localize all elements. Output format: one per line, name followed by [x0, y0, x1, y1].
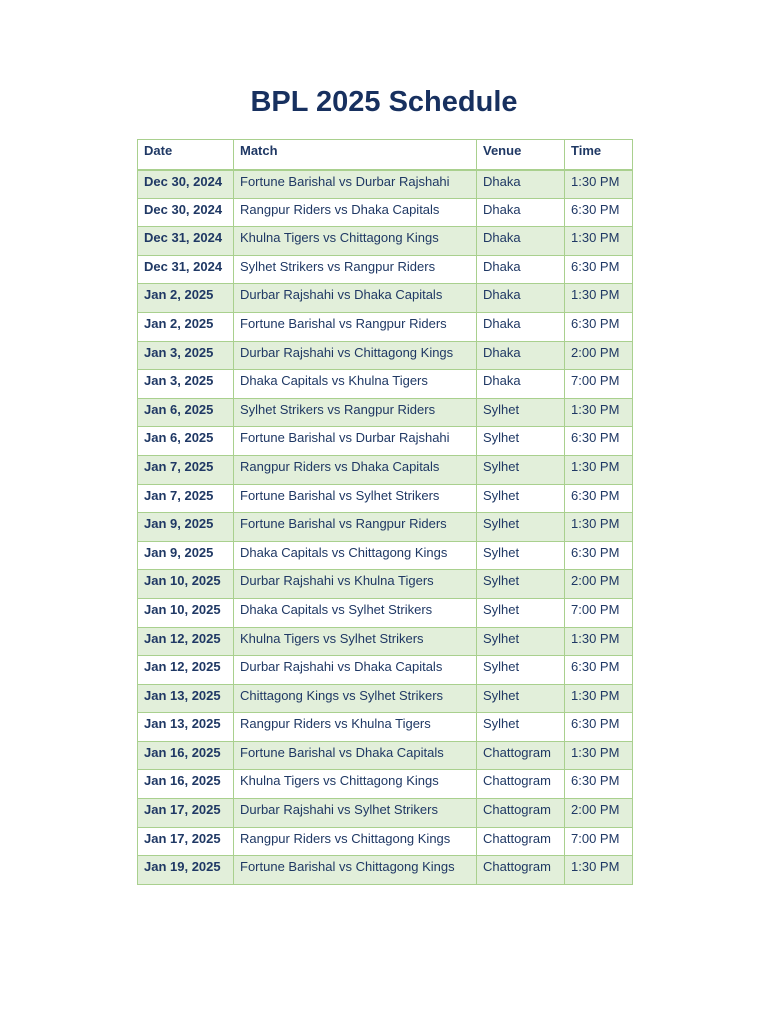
- cell-venue: Dhaka: [477, 227, 565, 256]
- cell-match: Sylhet Strikers vs Rangpur Riders: [234, 398, 477, 427]
- cell-time: 6:30 PM: [565, 770, 633, 799]
- cell-time: 1:30 PM: [565, 455, 633, 484]
- cell-venue: Sylhet: [477, 570, 565, 599]
- cell-date: Jan 7, 2025: [138, 484, 234, 513]
- cell-date: Jan 10, 2025: [138, 598, 234, 627]
- cell-time: 7:00 PM: [565, 370, 633, 399]
- cell-time: 1:30 PM: [565, 398, 633, 427]
- cell-date: Jan 13, 2025: [138, 713, 234, 742]
- cell-date: Dec 31, 2024: [138, 227, 234, 256]
- cell-match: Fortune Barishal vs Sylhet Strikers: [234, 484, 477, 513]
- cell-match: Chittagong Kings vs Sylhet Strikers: [234, 684, 477, 713]
- cell-time: 6:30 PM: [565, 427, 633, 456]
- cell-venue: Chattogram: [477, 799, 565, 828]
- table-row: [138, 484, 633, 513]
- schedule-table: [137, 139, 633, 885]
- table-row: [138, 427, 633, 456]
- cell-date: Jan 7, 2025: [138, 455, 234, 484]
- cell-time: 1:30 PM: [565, 513, 633, 542]
- table-row: [138, 656, 633, 685]
- cell-time: 7:00 PM: [565, 598, 633, 627]
- cell-date: Jan 3, 2025: [138, 370, 234, 399]
- column-header-date: Date: [138, 140, 234, 170]
- cell-date: Jan 13, 2025: [138, 684, 234, 713]
- cell-venue: Dhaka: [477, 198, 565, 227]
- cell-time: 6:30 PM: [565, 713, 633, 742]
- column-header-match: Match: [234, 140, 477, 170]
- cell-match: Fortune Barishal vs Rangpur Riders: [234, 513, 477, 542]
- cell-match: Rangpur Riders vs Dhaka Capitals: [234, 455, 477, 484]
- cell-time: 2:00 PM: [565, 799, 633, 828]
- cell-time: 7:00 PM: [565, 827, 633, 856]
- table-row: [138, 455, 633, 484]
- cell-time: 1:30 PM: [565, 741, 633, 770]
- cell-venue: Sylhet: [477, 627, 565, 656]
- cell-time: 1:30 PM: [565, 284, 633, 313]
- cell-match: Sylhet Strikers vs Rangpur Riders: [234, 255, 477, 284]
- cell-date: Jan 6, 2025: [138, 398, 234, 427]
- cell-match: Khulna Tigers vs Chittagong Kings: [234, 770, 477, 799]
- cell-date: Jan 3, 2025: [138, 341, 234, 370]
- cell-match: Durbar Rajshahi vs Sylhet Strikers: [234, 799, 477, 828]
- cell-time: 6:30 PM: [565, 484, 633, 513]
- cell-date: Jan 16, 2025: [138, 741, 234, 770]
- cell-time: 1:30 PM: [565, 856, 633, 885]
- cell-match: Dhaka Capitals vs Sylhet Strikers: [234, 598, 477, 627]
- cell-venue: Dhaka: [477, 170, 565, 199]
- cell-time: 6:30 PM: [565, 198, 633, 227]
- cell-venue: Sylhet: [477, 713, 565, 742]
- cell-date: Jan 17, 2025: [138, 799, 234, 828]
- cell-match: Durbar Rajshahi vs Dhaka Capitals: [234, 656, 477, 685]
- cell-time: 1:30 PM: [565, 684, 633, 713]
- table-row: [138, 770, 633, 799]
- cell-match: Fortune Barishal vs Durbar Rajshahi: [234, 170, 477, 199]
- cell-date: Jan 6, 2025: [138, 427, 234, 456]
- cell-time: 6:30 PM: [565, 541, 633, 570]
- table-row: [138, 627, 633, 656]
- table-row: [138, 255, 633, 284]
- table-row: [138, 341, 633, 370]
- table-row: [138, 198, 633, 227]
- cell-date: Jan 12, 2025: [138, 656, 234, 685]
- cell-date: Dec 30, 2024: [138, 170, 234, 199]
- cell-venue: Dhaka: [477, 370, 565, 399]
- cell-match: Dhaka Capitals vs Chittagong Kings: [234, 541, 477, 570]
- table-row: [138, 312, 633, 341]
- table-row: [138, 827, 633, 856]
- cell-time: 1:30 PM: [565, 170, 633, 199]
- cell-time: 2:00 PM: [565, 570, 633, 599]
- cell-venue: Dhaka: [477, 312, 565, 341]
- table-row: [138, 799, 633, 828]
- table-row: [138, 856, 633, 885]
- cell-time: 6:30 PM: [565, 255, 633, 284]
- cell-venue: Chattogram: [477, 827, 565, 856]
- table-row: [138, 398, 633, 427]
- table-header-row: [138, 140, 633, 170]
- cell-date: Dec 30, 2024: [138, 198, 234, 227]
- cell-date: Jan 16, 2025: [138, 770, 234, 799]
- cell-venue: Chattogram: [477, 770, 565, 799]
- table-row: [138, 227, 633, 256]
- cell-venue: Sylhet: [477, 541, 565, 570]
- cell-date: Jan 2, 2025: [138, 284, 234, 313]
- schedule-table-body: [138, 170, 633, 885]
- column-header-time: Time: [565, 140, 633, 170]
- table-row: [138, 741, 633, 770]
- cell-match: Rangpur Riders vs Dhaka Capitals: [234, 198, 477, 227]
- cell-venue: Chattogram: [477, 741, 565, 770]
- cell-match: Fortune Barishal vs Rangpur Riders: [234, 312, 477, 341]
- cell-match: Rangpur Riders vs Chittagong Kings: [234, 827, 477, 856]
- table-row: [138, 370, 633, 399]
- cell-venue: Dhaka: [477, 341, 565, 370]
- cell-date: Jan 19, 2025: [138, 856, 234, 885]
- cell-match: Fortune Barishal vs Chittagong Kings: [234, 856, 477, 885]
- table-row: [138, 713, 633, 742]
- table-row: [138, 284, 633, 313]
- cell-date: Jan 9, 2025: [138, 541, 234, 570]
- cell-date: Jan 10, 2025: [138, 570, 234, 599]
- cell-match: Dhaka Capitals vs Khulna Tigers: [234, 370, 477, 399]
- column-header-venue: Venue: [477, 140, 565, 170]
- cell-venue: Sylhet: [477, 427, 565, 456]
- cell-time: 1:30 PM: [565, 227, 633, 256]
- cell-match: Durbar Rajshahi vs Dhaka Capitals: [234, 284, 477, 313]
- cell-venue: Dhaka: [477, 284, 565, 313]
- cell-venue: Sylhet: [477, 598, 565, 627]
- cell-date: Jan 2, 2025: [138, 312, 234, 341]
- table-row: [138, 598, 633, 627]
- cell-date: Jan 9, 2025: [138, 513, 234, 542]
- cell-date: Jan 12, 2025: [138, 627, 234, 656]
- table-row: [138, 684, 633, 713]
- cell-match: Khulna Tigers vs Chittagong Kings: [234, 227, 477, 256]
- cell-venue: Chattogram: [477, 856, 565, 885]
- cell-venue: Sylhet: [477, 484, 565, 513]
- cell-date: Jan 17, 2025: [138, 827, 234, 856]
- cell-match: Durbar Rajshahi vs Chittagong Kings: [234, 341, 477, 370]
- cell-time: 1:30 PM: [565, 627, 633, 656]
- cell-time: 2:00 PM: [565, 341, 633, 370]
- cell-time: 6:30 PM: [565, 656, 633, 685]
- cell-venue: Dhaka: [477, 255, 565, 284]
- table-row: [138, 541, 633, 570]
- cell-venue: Sylhet: [477, 684, 565, 713]
- cell-match: Khulna Tigers vs Sylhet Strikers: [234, 627, 477, 656]
- cell-venue: Sylhet: [477, 455, 565, 484]
- cell-venue: Sylhet: [477, 656, 565, 685]
- cell-match: Fortune Barishal vs Dhaka Capitals: [234, 741, 477, 770]
- cell-match: Rangpur Riders vs Khulna Tigers: [234, 713, 477, 742]
- page-title: BPL 2025 Schedule: [250, 86, 518, 118]
- cell-venue: Sylhet: [477, 398, 565, 427]
- cell-match: Fortune Barishal vs Durbar Rajshahi: [234, 427, 477, 456]
- table-row: [138, 570, 633, 599]
- cell-date: Dec 31, 2024: [138, 255, 234, 284]
- cell-match: Durbar Rajshahi vs Khulna Tigers: [234, 570, 477, 599]
- table-row: [138, 170, 633, 199]
- cell-venue: Sylhet: [477, 513, 565, 542]
- cell-time: 6:30 PM: [565, 312, 633, 341]
- table-row: [138, 513, 633, 542]
